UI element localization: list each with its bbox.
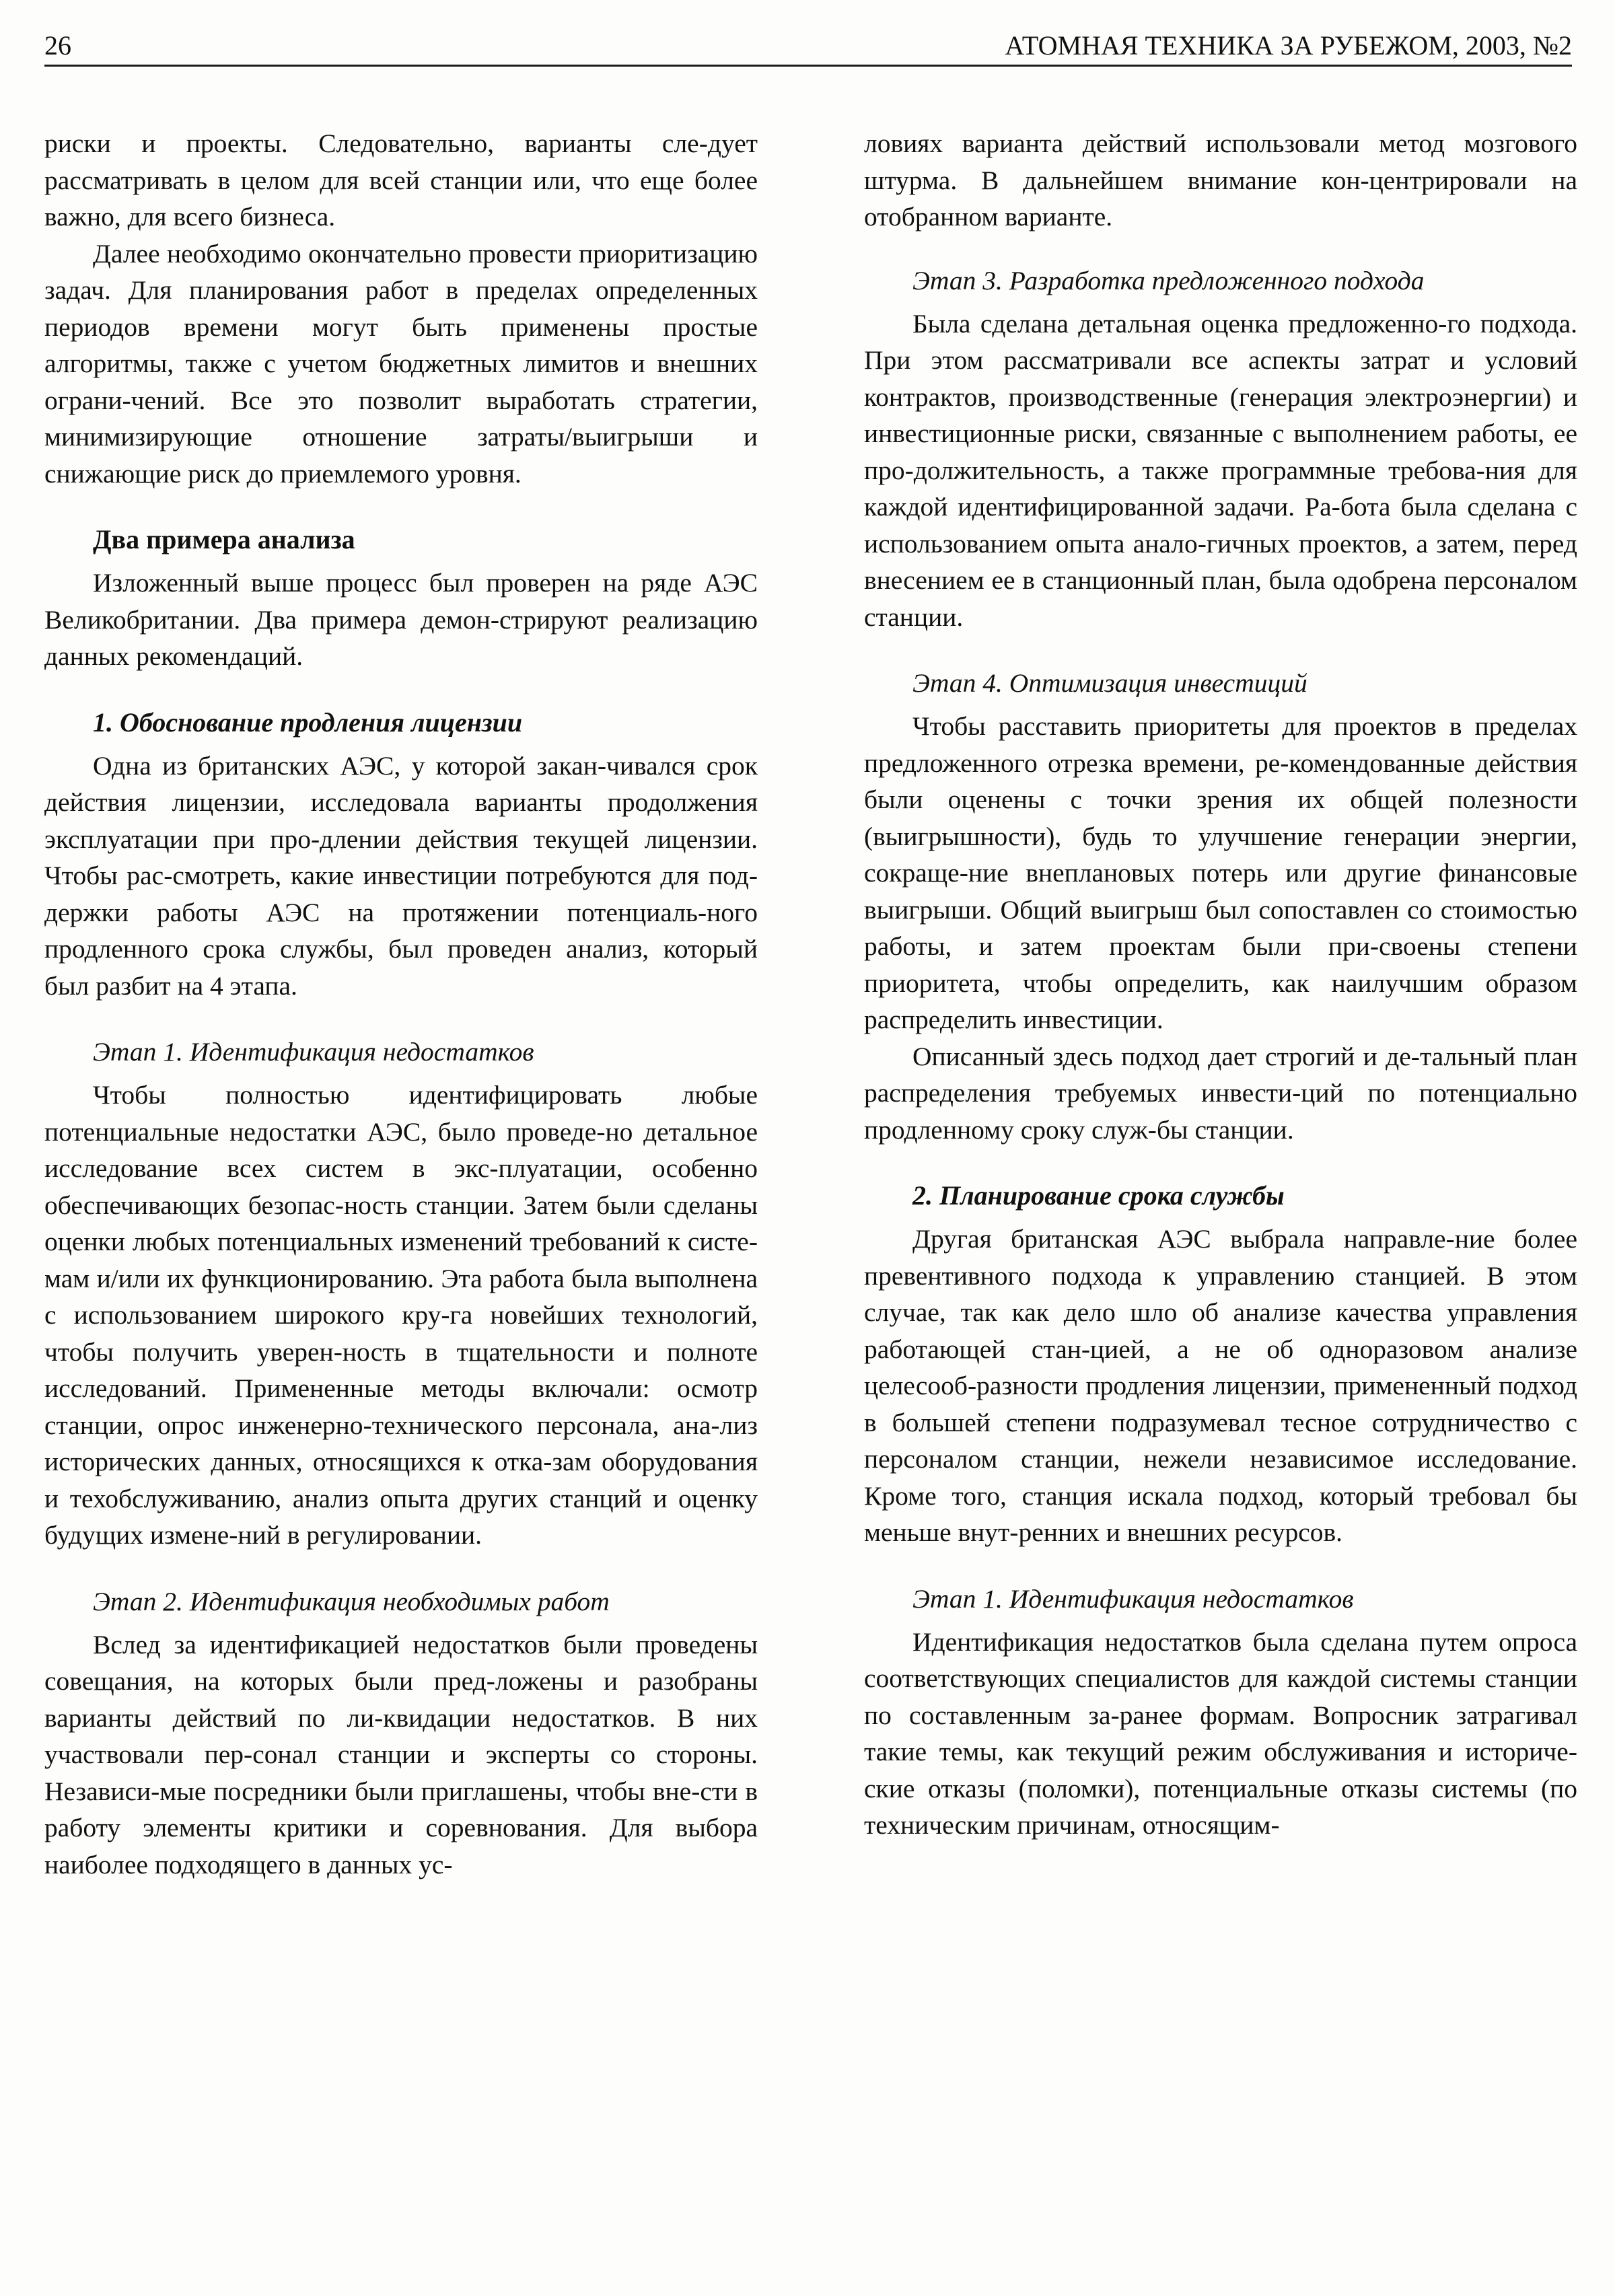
left-column (44, 125, 758, 1883)
page-number: 26 (44, 30, 71, 61)
paragraph: Чтобы полностью идентифицировать любые потенциальные недостатки АЭС, было проведе-но детальное исследование всех систем в экс-плуатации, особенно обеспечивающих безопас-ность станции. Затем были сделаны оценки любых потенциальных изменений требований к систе-мам и/или их функционированию. Эта работа была выполнена с использованием широкого кру-га новейших технологий, чтобы получить уверен-ность в тщательности и полноте исследований. Примененные методы включали: осмотр станции, опрос инженерно-технического персонала, ана-лиз исторических данных, относящихся к отка-зам оборудования и техобслуживанию, анализ опыта других станций и оценку будущих измене-ний в регулировании. (44, 1080, 758, 1550)
paragraph: Чтобы расставить приоритеты для проектов в пределах предложенного отрезка времени, ре-комендованные действия были оценены с точки зрения их общей полезности (выигрышности), будь то улучшение генерации энергии, сокраще-ние внеплановых потерь или другие финансовые выигрыши. Общий выигрыш был сопоставлен со стоимостью работы, и затем проектам были при-своены степени приоритета, чтобы определить, как наилучшим образом распределить инвестиции. (864, 711, 1577, 1034)
paragraph: Одна из британских АЭС, у которой закан-чивался срок действия лицензии, исследовала варианты продолжения эксплуатации при про-длении действия текущей лицензии. Чтобы рас-смотреть, какие инвестиции потребуются для под-держки работы АЭС на протяжении потенциаль-ного продленного срока службы, был проведен анализ, который был разбит на 4 этапа. (44, 750, 758, 1001)
header-rule (44, 65, 1572, 67)
subsection-heading: 1. Обоснование продления лицензии (93, 707, 523, 738)
paragraph: ловиях варианта действий использовали метод мозгового штурма. В дальнейшем внимание кон-центрировали на отобранном варианте. (864, 129, 1577, 231)
section-heading: Два примера анализа (93, 524, 355, 554)
paragraph: Изложенный выше процесс был проверен на ряде АЭС Великобритании. Два примера демон-стрируют реализацию данных рекомендаций. (44, 568, 758, 671)
paragraph: Была сделана детальная оценка предложенно-го подхода. При этом рассматривали все аспекты затрат и условий контрактов, производственные (генерация электроэнергии) и инвестиционные риски, связанные с выполнением работы, ее про-должительность, а также программные требова-ния для каждой идентифицированной задачи. Ра-бота была сделана с использованием опыта анало-гичных проектов, а затем, перед внесением ее в станционный план, была одобрена персоналом станции. (864, 308, 1577, 632)
paragraph: Вслед за идентификацией недостатков были проведены совещания, на которых были пред-ложены и разобраны варианты действий по ли-квидации недостатков. В них участвовали пер-сонал станции и эксперты со стороны. Независи-мые посредники были приглашены, чтобы вне-сти в работу элементы критики и соревнования. Для выбора наиболее подходящего в данных ус- (44, 1629, 758, 1879)
right-column (864, 125, 1577, 1844)
paragraph: Идентификация недостатков была сделана путем опроса соответствующих специалистов для каждой системы станции по составленным за-ранее формам. Вопросник затрагивал такие темы, как текущий режим обслуживания и историче-ские отказы (поломки), потенциальные отказы системы (по техническим причинам, относящим- (864, 1626, 1577, 1840)
journal-title: АТОМНАЯ ТЕХНИКА ЗА РУБЕЖОМ, 2003, №2 (1005, 30, 1572, 61)
paragraph: Далее необходимо окончательно провести приоритизацию задач. Для планирования работ в пределах определенных периодов времени могут быть применены простые алгоритмы, также с учетом бюджетных лимитов и внешних ограни-чений. Все это позволит выработать стратегии, минимизирующие отношение затраты/выигрыши и снижающие риск до приемлемого уровня. (44, 238, 758, 489)
paragraph: Другая британская АЭС выбрала направле-ние более превентивного подхода к управлению станцией. В этом случае, так как дело шло об анализе качества управления работающей стан-цией, а не об одноразовом анализе целесооб-разности продления лицензии, примененный подход в большей степени подразумевал тесное сотрудничество с персоналом станции, нежели независимое исследование. Кроме того, станция искала подход, который требовал бы меньше внут-ренних и внешних ресурсов. (864, 1224, 1577, 1547)
stage-heading: Этап 2. Идентификация необходимых работ (93, 1586, 610, 1616)
stage-heading: Этап 1. Идентификация недостатков (93, 1037, 534, 1067)
paragraph: Описанный здесь подход дает строгий и де-тальный план распределения требуемых инвести-ций по потенциально продленному сроку служ-бы станции. (864, 1041, 1577, 1145)
stage-heading: Этап 3. Разработка предложенного подхода (912, 265, 1425, 295)
running-header (44, 20, 1572, 62)
stage-heading: Этап 1. Идентификация недостатков (912, 1583, 1354, 1614)
stage-heading: Этап 4. Оптимизация инвестиций (912, 668, 1307, 698)
paragraph: риски и проекты. Следовательно, варианты сле-дует рассматривать в целом для всей станции или, что еще более важно, для всего бизнеса. (44, 129, 758, 231)
subsection-heading: 2. Планирование срока службы (912, 1180, 1285, 1211)
